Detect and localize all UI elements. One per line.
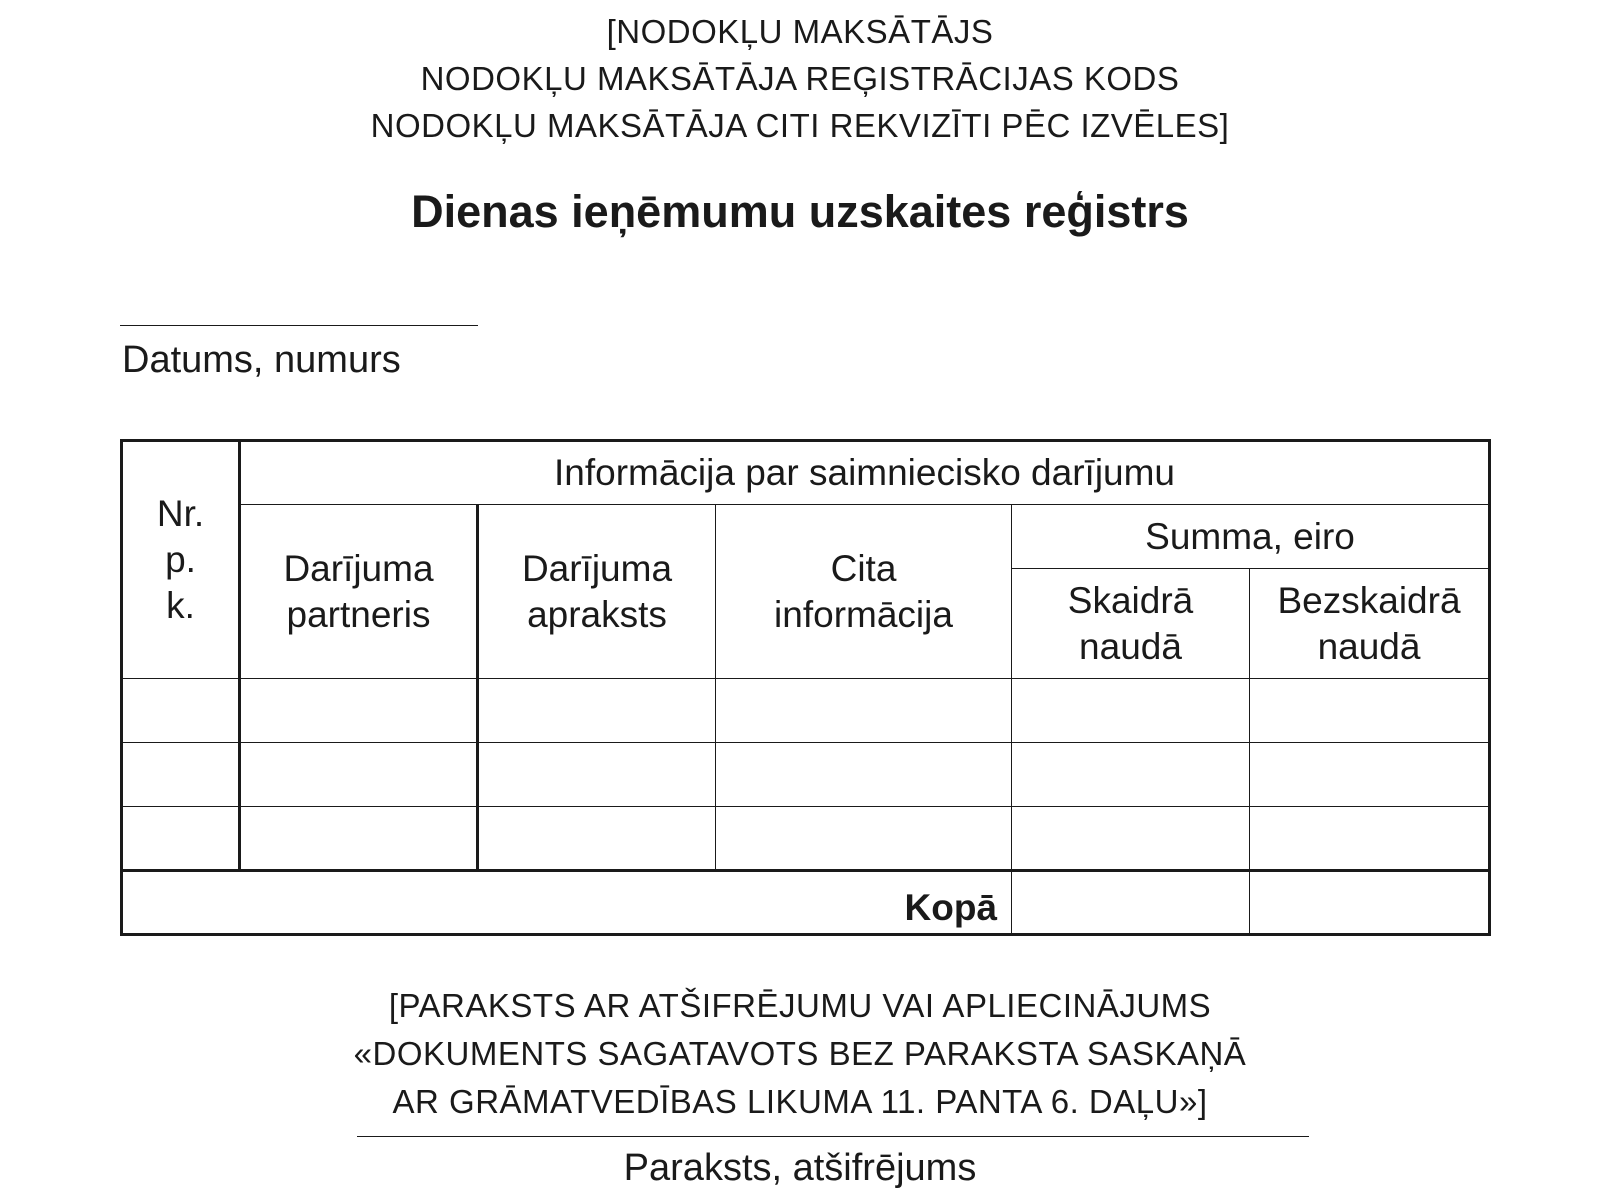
description-cell[interactable] bbox=[478, 743, 716, 807]
noncash-header-line: naudā bbox=[1317, 625, 1421, 667]
nr-header-line: k. bbox=[166, 585, 195, 626]
document-title: Dienas ieņēmumu uzskaites reģistrs bbox=[411, 186, 1189, 237]
partner-cell[interactable] bbox=[240, 679, 478, 743]
noncash-cell[interactable] bbox=[1250, 807, 1490, 871]
date-number-caption: Datums, numurs bbox=[122, 339, 401, 381]
table-header-row bbox=[122, 505, 1490, 569]
other-info-header-line: Cita bbox=[830, 547, 897, 589]
partner-cell[interactable] bbox=[240, 807, 478, 871]
taxpayer-registration-code-placeholder: NODOKĻU MAKSĀTĀJA REĢISTRĀCIJAS KODS bbox=[420, 60, 1180, 97]
description-cell[interactable] bbox=[478, 807, 716, 871]
cash-cell[interactable] bbox=[1012, 743, 1250, 807]
sum-group-header: Summa, eiro bbox=[1012, 505, 1490, 569]
table-row bbox=[122, 743, 1490, 807]
signature-caption: Paraksts, atšifrējums bbox=[623, 1147, 977, 1189]
noncash-header-line: Bezskaidrā bbox=[1277, 579, 1461, 621]
signature-note-line: [PARAKSTS AR ATŠIFRĒJUMU VAI APLIECINĀJUMS bbox=[388, 987, 1212, 1024]
partner-column-header bbox=[240, 505, 478, 679]
cash-cell[interactable] bbox=[1012, 807, 1250, 871]
nr-header-line: Nr. bbox=[156, 493, 205, 534]
other-info-cell[interactable] bbox=[716, 743, 1012, 807]
nr-cell[interactable] bbox=[122, 679, 240, 743]
total-row bbox=[122, 871, 1490, 935]
signature-note-line: «DOKUMENTS SAGATAVOTS BEZ PARAKSTA SASKAŅĀ bbox=[353, 1035, 1247, 1072]
description-column-header bbox=[478, 505, 716, 679]
partner-header-line: Darījuma bbox=[283, 547, 434, 589]
table-header-row bbox=[122, 441, 1490, 505]
partner-cell[interactable] bbox=[240, 743, 478, 807]
cash-header-line: Skaidrā bbox=[1067, 579, 1194, 621]
other-info-column-header bbox=[716, 505, 1012, 679]
nr-cell[interactable] bbox=[122, 743, 240, 807]
description-cell[interactable] bbox=[478, 679, 716, 743]
taxpayer-other-details-placeholder: NODOKĻU MAKSĀTĀJA CITI REKVIZĪTI PĒC IZVĒLES] bbox=[370, 107, 1230, 144]
signature-field[interactable] bbox=[357, 1136, 1309, 1137]
partner-header-line: partneris bbox=[286, 593, 431, 635]
noncash-column-header bbox=[1250, 569, 1490, 679]
nr-column-header bbox=[122, 441, 240, 679]
taxpayer-header bbox=[0, 8, 1600, 149]
other-info-cell[interactable] bbox=[716, 807, 1012, 871]
signature-note-line: AR GRĀMATVEDĪBAS LIKUMA 11. PANTA 6. DAĻU»] bbox=[392, 1083, 1208, 1120]
total-noncash-cell[interactable] bbox=[1250, 871, 1490, 935]
noncash-cell[interactable] bbox=[1250, 743, 1490, 807]
signature-note bbox=[0, 982, 1600, 1126]
cash-column-header bbox=[1012, 569, 1250, 679]
nr-cell[interactable] bbox=[122, 807, 240, 871]
taxpayer-name-placeholder: [NODOKĻU MAKSĀTĀJS bbox=[606, 13, 994, 50]
cash-cell[interactable] bbox=[1012, 679, 1250, 743]
date-number-field[interactable] bbox=[120, 325, 478, 326]
transaction-info-group-header: Informācija par saimniecisko darījumu bbox=[240, 441, 1490, 505]
description-header-line: apraksts bbox=[527, 593, 667, 635]
nr-header-line: p. bbox=[165, 539, 196, 580]
revenue-register-table bbox=[120, 439, 1491, 936]
table-row bbox=[122, 807, 1490, 871]
other-info-cell[interactable] bbox=[716, 679, 1012, 743]
total-cash-cell[interactable] bbox=[1012, 871, 1250, 935]
description-header-line: Darījuma bbox=[521, 547, 673, 589]
noncash-cell[interactable] bbox=[1250, 679, 1490, 743]
total-label: Kopā bbox=[122, 871, 1012, 935]
cash-header-line: naudā bbox=[1079, 625, 1182, 667]
other-info-header-line: informācija bbox=[774, 593, 953, 635]
table-row bbox=[122, 679, 1490, 743]
